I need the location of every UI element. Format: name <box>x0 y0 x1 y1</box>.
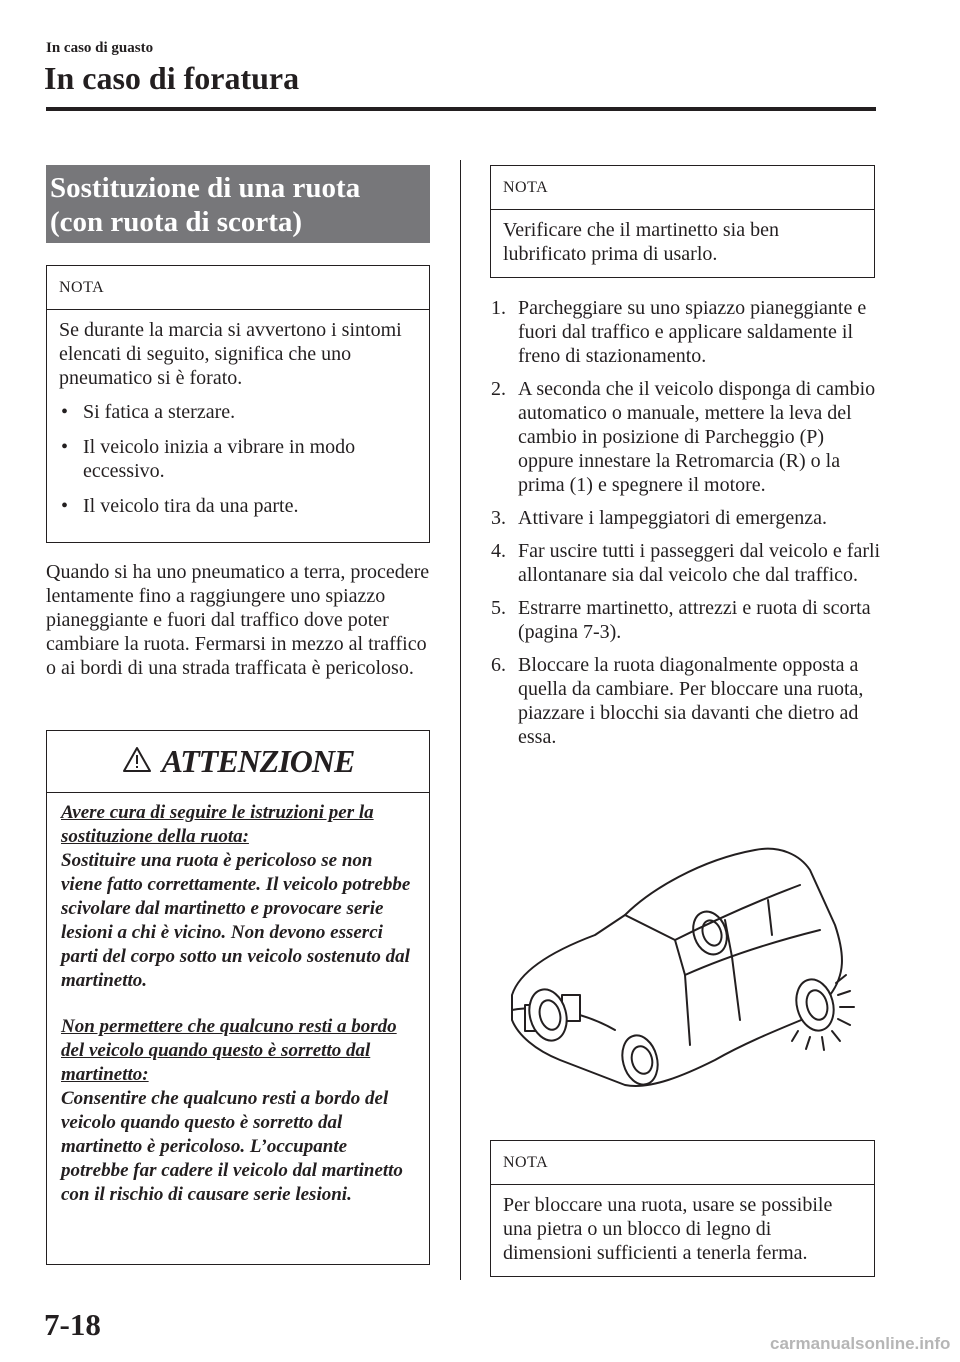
note-body <box>47 310 429 530</box>
list-item <box>491 506 881 530</box>
list-item: • Il veicolo tira da una parte. <box>59 494 417 518</box>
step-number: 1. <box>491 297 506 319</box>
column-divider <box>460 160 461 1280</box>
section-heading-line2: (con ruota di scorta) <box>50 206 303 238</box>
chapter-label: In caso di guasto <box>46 40 154 56</box>
step-number: 5. <box>491 597 506 619</box>
list-item <box>491 377 881 497</box>
list-item <box>491 539 881 587</box>
page-number: 7-18 <box>44 1307 101 1342</box>
warning-triangle-icon <box>122 746 152 778</box>
step-number: 6. <box>491 654 506 676</box>
list-item: • Il veicolo inizia a vibrare in modo eccessivo. <box>59 435 417 483</box>
step-text: Parcheggiare su uno spiazzo pianeggiante e fuori dal traffico e applicare saldamente il freno di stazionamento. <box>518 297 867 367</box>
list-item <box>491 653 881 749</box>
note-heading: NOTA <box>491 1141 874 1185</box>
step-text: Attivare i lampeggiatori di emergenza. <box>518 507 827 529</box>
note-box-jack <box>490 165 875 278</box>
note-body <box>491 210 874 278</box>
warning-title: ATTENZIONE <box>161 743 355 779</box>
watermark: carmanualsonline.info <box>770 1334 951 1353</box>
section-heading-line1: Sostituzione di una ruota <box>50 172 361 204</box>
warning-subheading-2: Non permettere che qualcuno resti a bordo del veicolo quando questo è sorretto dal martinetto: <box>61 1016 397 1085</box>
procedure-steps <box>491 296 881 758</box>
warning-box <box>46 730 430 1265</box>
step-number: 2. <box>491 378 506 400</box>
car-illustration <box>500 845 870 1105</box>
step-text: Bloccare la ruota diagonalmente opposta a quella da cambiare. Per bloccare una ruota, piazzare i blocchi sia davanti che dietro ad essa. <box>518 654 864 748</box>
body-paragraph: Quando si ha uno pneumatico a terra, procedere lentamente fino a raggiungere uno spiazzo pianeggiante e fuori dal traffico dove poter cambiare la ruota. Fermarsi in mezzo al traffico o ai bordi di una strada trafficata è pericoloso. <box>46 561 430 679</box>
list-item <box>491 596 881 644</box>
step-text: A seconda che il veicolo disponga di cambio automatico o manuale, mettere la leva del cambio in posizione di Parcheggio (P) oppure innestare la Retromarcia (R) o la prima (1) e spegnere il motore. <box>518 378 876 496</box>
section-heading <box>46 165 430 243</box>
header-rule <box>46 107 876 111</box>
warning-text-1: Sostituire una ruota è pericoloso se non viene fatto correttamente. Il veicolo potrebbe scivolare dal martinetto e provocare serie lesioni a chi è vicino. Non devono esserci parti del corpo sotto un veicolo sostenuto dal martinetto. <box>61 850 411 991</box>
warning-body <box>47 793 429 1207</box>
page-title: In caso di foratura <box>44 60 300 96</box>
step-number: 3. <box>491 507 506 529</box>
step-text: Far uscire tutti i passeggeri dal veicolo e farli allontanare sia dal veicolo che dal traffico. <box>518 540 881 586</box>
note-box-block <box>490 1140 875 1277</box>
note-body <box>491 1185 874 1277</box>
warning-text-2: Consentire che qualcuno resti a bordo del veicolo quando questo è sorretto dal martinetto è pericoloso. L’occupante potrebbe far cadere il veicolo dal martinetto con il rischio di causare serie lesioni. <box>61 1088 403 1205</box>
note-heading: NOTA <box>491 166 874 210</box>
list-item <box>491 296 881 368</box>
step-text: Estrarre martinetto, attrezzi e ruota di scorta (pagina 7-3). <box>518 597 871 643</box>
note-text: Verificare che il martinetto sia ben lubrificato prima di usarlo. <box>503 219 779 265</box>
symptom-list <box>59 400 417 518</box>
note-box-symptoms <box>46 265 430 543</box>
note-intro: Se durante la marcia si avvertono i sintomi elencati di seguito, significa che uno pneumatico si è forato. <box>59 319 402 389</box>
warning-subheading-1: Avere cura di seguire le istruzioni per la sostituzione della ruota: <box>61 802 374 847</box>
note-heading: NOTA <box>47 266 429 310</box>
warning-header <box>47 731 429 793</box>
note-text: Per bloccare una ruota, usare se possibile una pietra o un blocco di legno di dimensioni sufficienti a tenerla ferma. <box>503 1194 833 1264</box>
list-item: • Si fatica a sterzare. <box>59 400 417 424</box>
step-number: 4. <box>491 540 506 562</box>
